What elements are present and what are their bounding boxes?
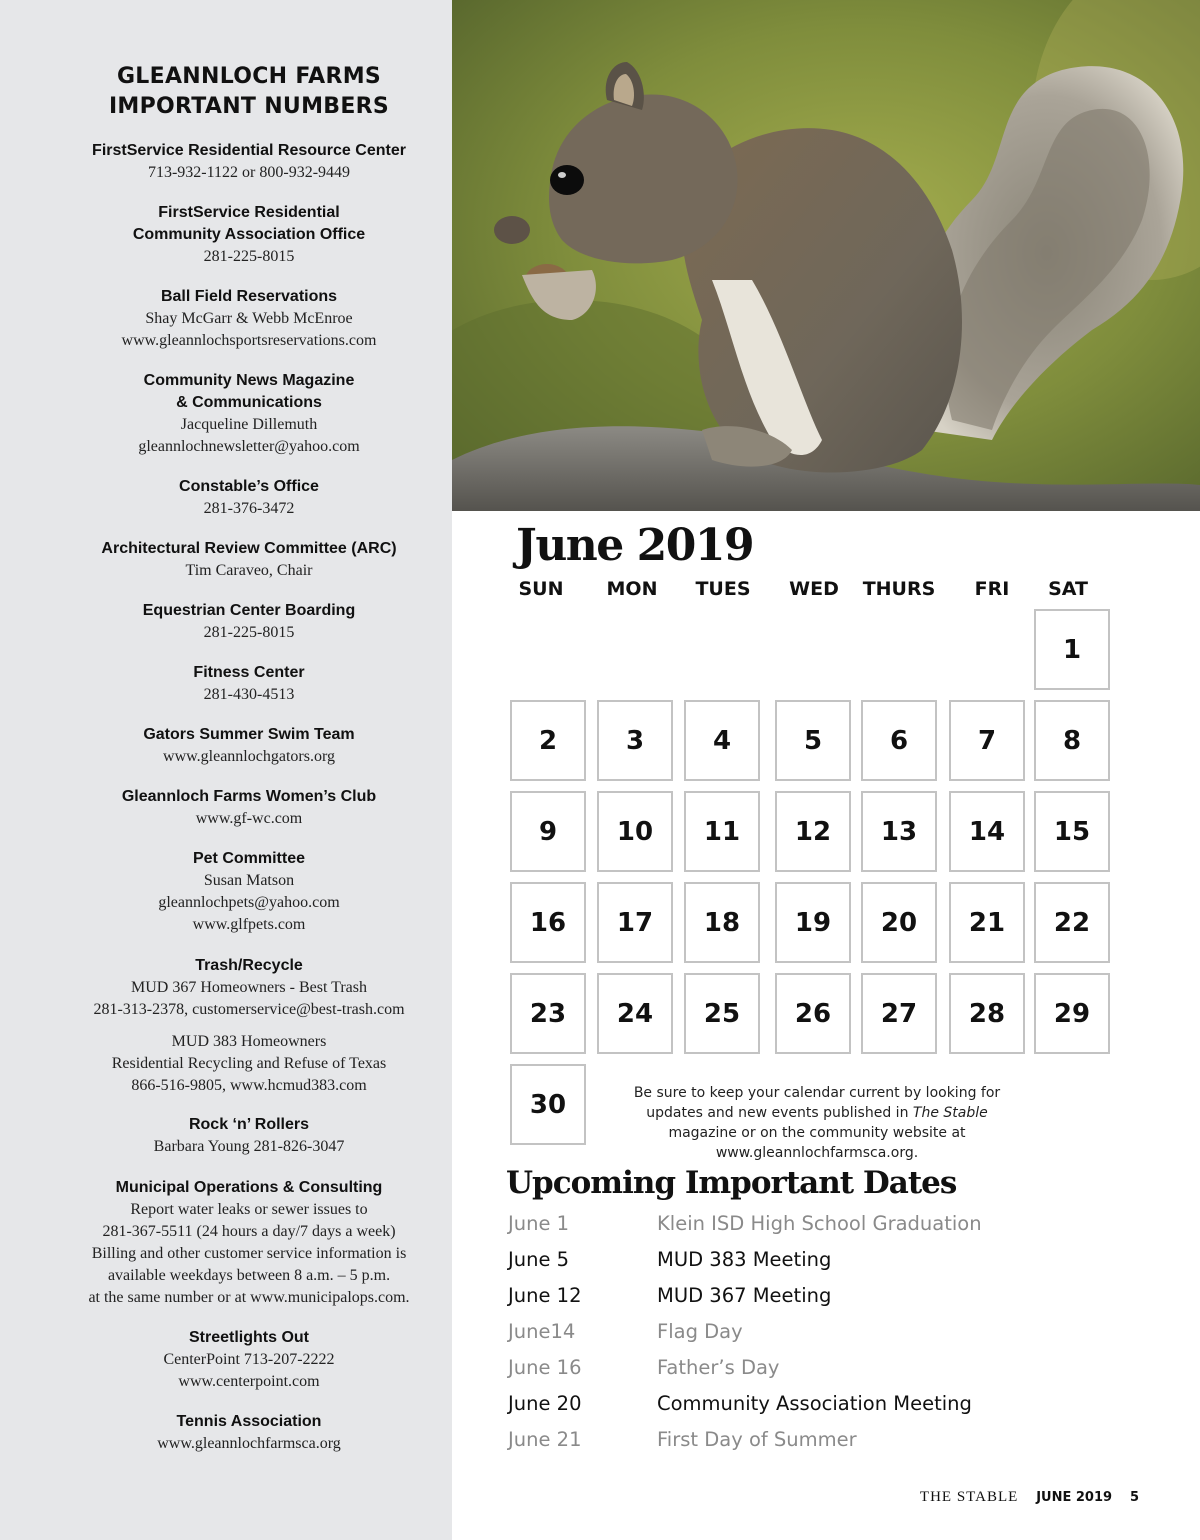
calendar-day: 7: [949, 700, 1025, 781]
calendar-day: 22: [1034, 882, 1110, 963]
contact-heading: Gleannloch Farms Women’s Club: [121, 788, 377, 805]
contact-heading: Constable’s Office: [179, 478, 319, 495]
publication-name: The Stable: [912, 1105, 988, 1121]
contact-entry: [0, 1177, 498, 1309]
calendar-day: 16: [510, 882, 586, 963]
contact-detail: Billing and other customer service information is: [91, 1245, 407, 1262]
calendar-day: 23: [510, 973, 586, 1054]
contact-detail: Barbara Young 281-826-3047: [153, 1138, 345, 1155]
contact-entry: [0, 202, 498, 268]
contact-detail: www.gleannlochfarmsca.org: [157, 1435, 341, 1452]
contact-entry: [0, 370, 498, 458]
contact-entry: [0, 140, 498, 184]
event-name: First Day of Summer: [657, 1428, 857, 1451]
weekday-label: FRI: [974, 578, 1010, 600]
contact-detail: 281-225-8015: [203, 624, 295, 641]
calendar-day: 14: [949, 791, 1025, 872]
sidebar-title: [0, 62, 498, 122]
contact-detail: www.gf-wc.com: [195, 810, 303, 827]
calendar-day: 9: [510, 791, 586, 872]
contact-heading: Gators Summer Swim Team: [143, 726, 355, 743]
page-footer: [920, 1488, 1139, 1506]
calendar-day: 3: [597, 700, 673, 781]
contact-detail: gleannlochnewsletter@yahoo.com: [138, 438, 360, 455]
contact-heading: Pet Committee: [192, 850, 306, 867]
contact-detail: Shay McGarr & Webb McEnroe: [145, 310, 353, 327]
squirrel-image: [452, 0, 1200, 511]
footer-month: JUNE 2019: [1036, 1490, 1113, 1505]
calendar-day: 4: [684, 700, 760, 781]
calendar-note-text: Be sure to keep your calendar current by looking for updates and new events published in: [633, 1085, 1001, 1121]
contact-heading: Community Association Office: [132, 226, 366, 243]
upcoming-dates-title: Upcoming Important Dates: [506, 1165, 957, 1201]
calendar-day: 21: [949, 882, 1025, 963]
contact-heading: FirstService Residential Resource Center: [92, 142, 406, 159]
contact-heading: Fitness Center: [193, 664, 305, 681]
calendar-day: 27: [861, 973, 937, 1054]
contact-heading: Streetlights Out: [188, 1329, 309, 1346]
contact-heading: Architectural Review Committee (ARC): [101, 540, 397, 557]
calendar-day: 8: [1034, 700, 1110, 781]
event-date: June 1: [508, 1212, 570, 1235]
contact-detail: CenterPoint 713-207-2222: [163, 1351, 335, 1368]
important-numbers-sidebar: [0, 0, 452, 1540]
contact-detail: 281-313-2378, customerservice@best-trash.com: [93, 1001, 405, 1018]
event-name: Flag Day: [657, 1320, 743, 1343]
contact-heading: Rock ‘n’ Rollers: [188, 1116, 310, 1133]
calendar-day: 28: [949, 973, 1025, 1054]
weekday-label: SUN: [518, 578, 564, 600]
event-name: MUD 367 Meeting: [657, 1284, 832, 1307]
contact-detail: 281-376-3472: [203, 500, 295, 517]
calendar-note: [612, 1083, 1022, 1163]
contact-heading: Municipal Operations & Consulting: [115, 1179, 383, 1196]
page-number: 5: [1129, 1490, 1139, 1505]
contact-detail: MUD 367 Homeowners - Best Trash: [131, 979, 367, 996]
event-date: June 12: [508, 1284, 582, 1307]
contact-heading: Equestrian Center Boarding: [142, 602, 356, 619]
contact-detail: www.gleannlochgators.org: [163, 748, 335, 765]
contact-detail: www.gleannlochsportsreservations.com: [121, 332, 377, 349]
calendar-day: 15: [1034, 791, 1110, 872]
calendar-day: 18: [684, 882, 760, 963]
calendar-day: 5: [775, 700, 851, 781]
contact-heading: Trash/Recycle: [195, 957, 303, 974]
weekday-label: MON: [606, 578, 658, 600]
calendar-day: 17: [597, 882, 673, 963]
event-name: Community Association Meeting: [657, 1392, 972, 1415]
contact-detail: 281-367-5511 (24 hours a day/7 days a week): [102, 1223, 396, 1240]
calendar-day: 24: [597, 973, 673, 1054]
sidebar-title-line: IMPORTANT NUMBERS: [108, 94, 390, 119]
calendar-title: June 2019: [516, 520, 754, 571]
calendar-day: 6: [861, 700, 937, 781]
contact-entry: [0, 955, 498, 1021]
event-date: June 20: [508, 1392, 582, 1415]
event-name: MUD 383 Meeting: [657, 1248, 832, 1271]
contact-entry: [0, 1114, 498, 1158]
calendar-day: 30: [510, 1064, 586, 1145]
contact-entry: [0, 1327, 498, 1393]
contact-detail: Jacqueline Dillemuth: [180, 416, 318, 433]
footer-publication: THE STABLE: [919, 1489, 1019, 1505]
calendar-day: 26: [775, 973, 851, 1054]
contact-entry: [0, 848, 498, 936]
weekday-label: TUES: [695, 578, 751, 600]
squirrel-photo: [452, 0, 1200, 511]
event-name: Klein ISD High School Graduation: [657, 1212, 982, 1235]
contact-detail: 281-225-8015: [203, 248, 295, 265]
event-date: June14: [508, 1320, 576, 1343]
calendar-day: 11: [684, 791, 760, 872]
calendar-day: 19: [775, 882, 851, 963]
contact-detail: gleannlochpets@yahoo.com: [158, 894, 340, 911]
event-date: June 16: [508, 1356, 582, 1379]
contact-entry: [0, 1031, 498, 1097]
contact-detail: MUD 383 Homeowners: [171, 1033, 327, 1050]
contact-entry: [0, 476, 498, 520]
weekday-label: WED: [789, 578, 839, 600]
contact-heading: Tennis Association: [176, 1413, 322, 1430]
contact-detail: www.glfpets.com: [192, 916, 306, 933]
contact-entry: [0, 600, 498, 644]
contact-detail: 281-430-4513: [203, 686, 295, 703]
contact-entry: [0, 724, 498, 768]
contact-heading: & Communications: [176, 394, 322, 411]
contact-heading: FirstService Residential: [158, 204, 340, 221]
calendar-day: 20: [861, 882, 937, 963]
calendar-day: 13: [861, 791, 937, 872]
calendar-day: 10: [597, 791, 673, 872]
weekday-label: THURS: [862, 578, 936, 600]
contact-detail: at the same number or at www.municipalops.com.: [88, 1289, 410, 1306]
calendar-day: 29: [1034, 973, 1110, 1054]
contact-entry: [0, 786, 498, 830]
contact-detail: Tim Caraveo, Chair: [185, 562, 313, 579]
weekday-label: SAT: [1048, 578, 1088, 600]
event-date: June 5: [508, 1248, 570, 1271]
contact-detail: www.centerpoint.com: [178, 1373, 320, 1390]
contact-detail: 713-932-1122 or 800-932-9449: [147, 164, 351, 181]
contact-detail: Susan Matson: [203, 872, 295, 889]
event-date: June 21: [508, 1428, 582, 1451]
event-name: Father’s Day: [657, 1356, 780, 1379]
calendar-day: 1: [1034, 609, 1110, 690]
contact-detail: 866-516-9805, www.hcmud383.com: [131, 1077, 367, 1094]
calendar-day: 25: [684, 973, 760, 1054]
contact-heading: Ball Field Reservations: [160, 288, 338, 305]
contact-entry: [0, 538, 498, 582]
contact-entry: [0, 286, 498, 352]
sidebar-title-line: GLEANNLOCH FARMS: [116, 64, 382, 89]
contact-detail: Report water leaks or sewer issues to: [130, 1201, 368, 1218]
contact-detail: available weekdays between 8 a.m. – 5 p.m.: [107, 1267, 391, 1284]
contact-heading: Community News Magazine: [143, 372, 355, 389]
calendar-note-text: magazine or on the community website at www.gleannlochfarmsca.org.: [668, 1125, 966, 1161]
contact-entry: [0, 662, 498, 706]
contact-entry: [0, 1411, 498, 1455]
calendar-day: 2: [510, 700, 586, 781]
contact-detail: Residential Recycling and Refuse of Texas: [111, 1055, 387, 1072]
calendar-day: 12: [775, 791, 851, 872]
